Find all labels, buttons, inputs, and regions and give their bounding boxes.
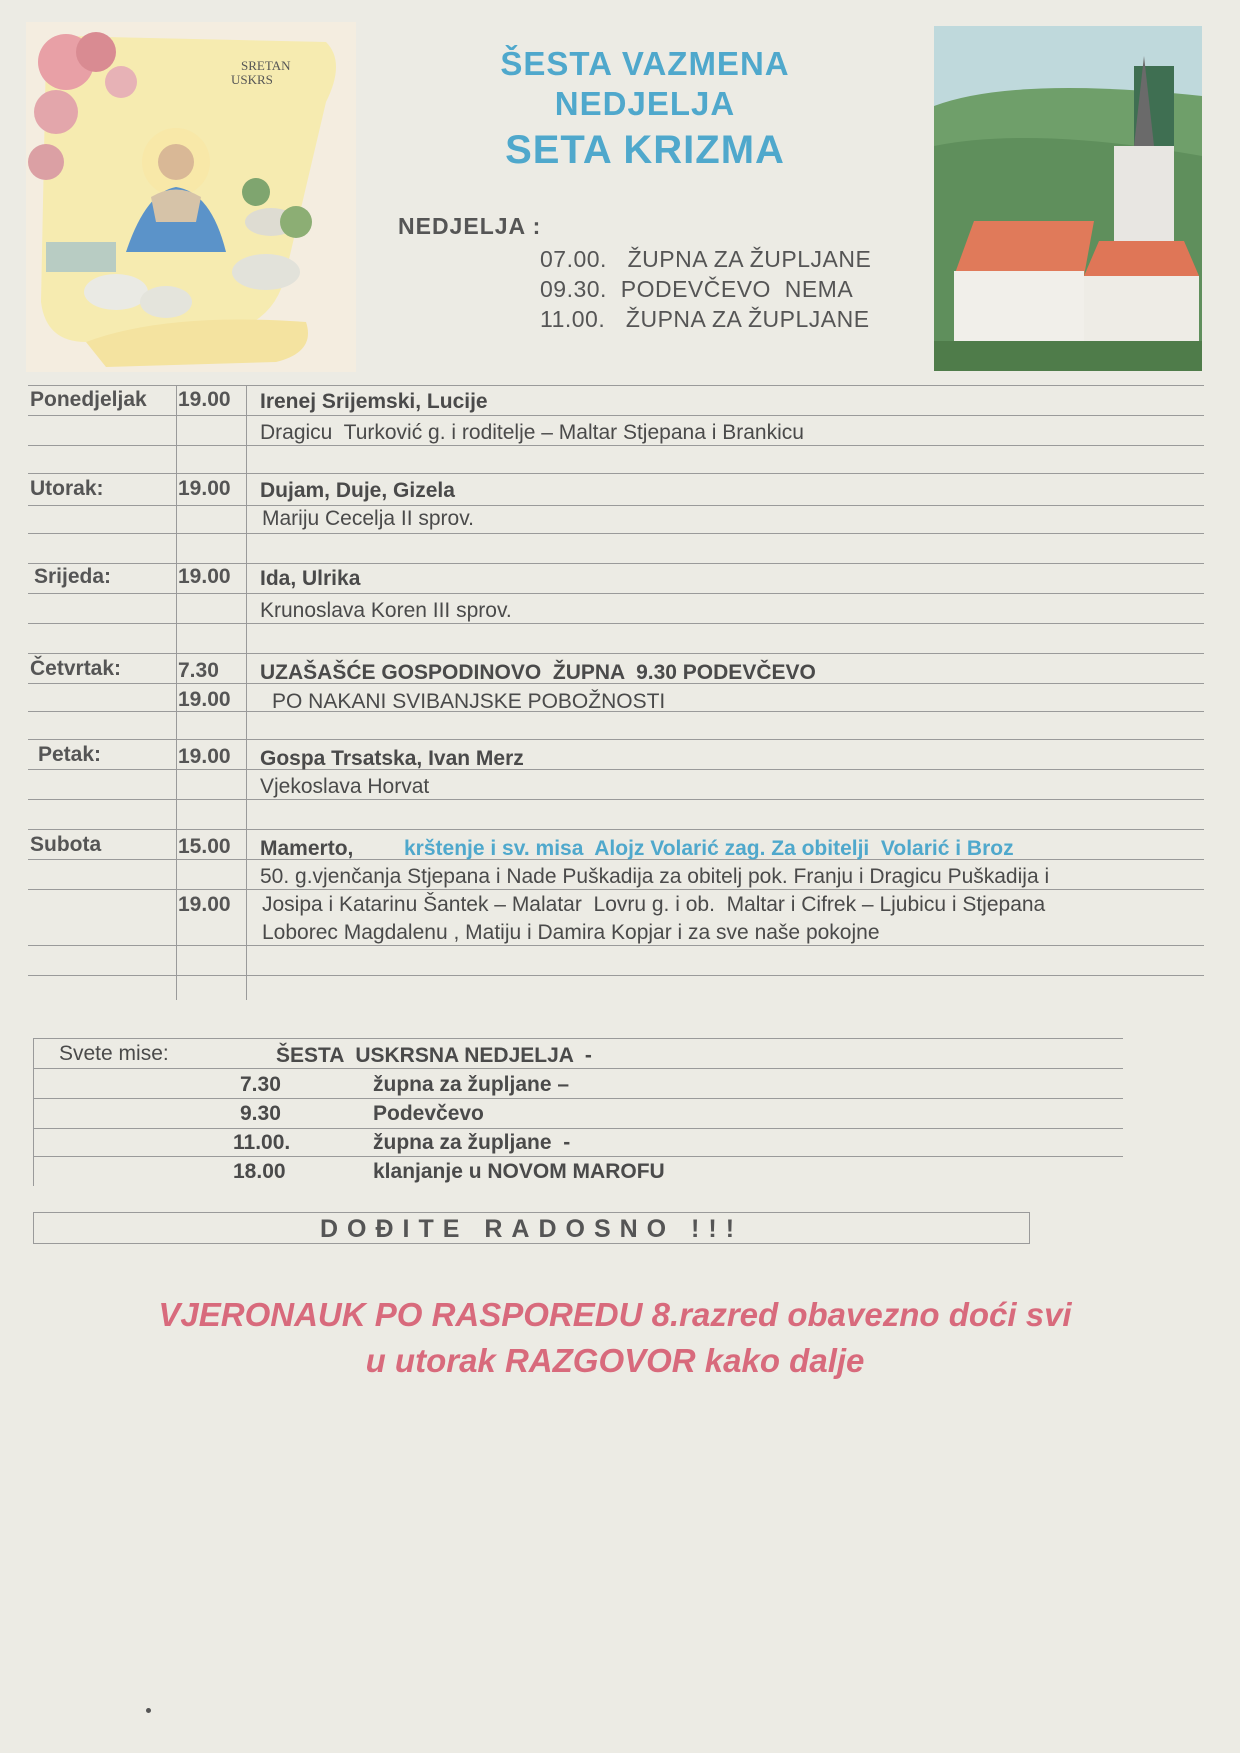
mass-intention: Loborec Magdalenu , Matiju i Damira Kopjar i za sve naše pokojne — [262, 921, 880, 944]
saint-of-day: Gospa Trsatska, Ivan Merz — [260, 747, 524, 770]
sunday-mass-list — [540, 244, 871, 334]
vjeronauk-line-2: u utorak RAZGOVOR kako dalje — [365, 1342, 865, 1379]
mise-time: 9.30 — [240, 1102, 281, 1125]
church-photo — [934, 26, 1202, 371]
saint-of-day: Ida, Ulrika — [260, 567, 361, 590]
mass-time: 19.00 — [178, 688, 231, 711]
sunday-mass-item: 07.00. ŽUPNA ZA ŽUPLJANE — [540, 246, 872, 272]
sunday-label: NEDJELJA : — [398, 213, 542, 239]
saint-of-day: Mamerto, — [260, 837, 354, 860]
day-label: Subota — [30, 833, 102, 856]
mise-text: župna za župljane – — [373, 1073, 570, 1096]
mass-time: 19.00 — [178, 745, 231, 768]
day-label: Srijeda: — [34, 565, 112, 588]
mass-intention: Vjekoslava Horvat — [260, 775, 430, 798]
easter-card-image — [26, 22, 356, 372]
vjeronauk-notice — [60, 1292, 1170, 1384]
sunday-mass-item: 11.00. ŽUPNA ZA ŽUPLJANE — [540, 306, 870, 332]
title-line-3: SETA KRIZMA — [505, 128, 785, 172]
day-label: Ponedjeljak — [30, 388, 147, 411]
mise-heading: ŠESTA USKRSNA NEDJELJA - — [276, 1044, 592, 1067]
day-label: Četvrtak: — [30, 657, 122, 680]
paper-speck — [146, 1708, 151, 1713]
title-line-1: ŠESTA VAZMENA — [500, 45, 790, 82]
mass-intention: Dragicu Turković g. i roditelje – Maltar Stjepana i Brankicu — [260, 421, 804, 444]
mise-time: 11.00. — [233, 1131, 291, 1154]
mass-time: 19.00 — [178, 893, 231, 916]
mass-intention: 50. g.vjenčanja Stjepana i Nade Puškadija za obitelj pok. Franju i Dragicu Puškadija i — [260, 865, 1050, 888]
mise-label: Svete mise: — [59, 1042, 169, 1065]
mass-time: 19.00 — [178, 388, 231, 411]
mise-text: klanjanje u NOVOM MAROFU — [373, 1160, 665, 1183]
mise-text: župna za župljane - — [373, 1131, 571, 1154]
sunday-mass-table — [33, 1038, 1123, 1188]
day-label: Utorak: — [30, 477, 104, 500]
saint-of-day: UZAŠAŠĆE GOSPODINOVO ŽUPNA 9.30 PODEVČEVO — [260, 661, 816, 684]
mise-time: 18.00 — [233, 1160, 286, 1183]
mise-text: Podevčevo — [373, 1102, 484, 1125]
saint-of-day: Dujam, Duje, Gizela — [260, 479, 455, 502]
day-label: Petak: — [38, 743, 102, 766]
mise-time: 7.30 — [240, 1073, 281, 1096]
closing-text: DOĐITE RADOSNO !!! — [319, 1215, 744, 1243]
mass-intention: Krunoslava Koren III sprov. — [260, 599, 512, 622]
mass-time: 19.00 — [178, 477, 231, 500]
baptism-note: krštenje i sv. misa Alojz Volarić zag. Za obitelji Volarić i Broz — [404, 837, 1014, 860]
sretan-text: SRETAN — [241, 58, 291, 73]
mass-intention: PO NAKANI SVIBANJSKE POBOŽNOSTI — [272, 690, 666, 713]
closing-box — [33, 1212, 1030, 1244]
mass-intention: Mariju Cecelja II sprov. — [262, 507, 475, 530]
saint-of-day: Irenej Srijemski, Lucije — [260, 390, 488, 413]
mass-time: 19.00 — [178, 565, 231, 588]
uskrs-text: USKRS — [231, 72, 273, 87]
vjeronauk-line-1: VJERONAUK PO RASPOREDU 8.razred obavezno doći svi — [158, 1296, 1072, 1333]
weekday-schedule-table — [28, 385, 1204, 1010]
bulletin-title — [380, 44, 910, 176]
sunday-mass-item: 09.30. PODEVČEVO NEMA — [540, 276, 854, 302]
mass-intention: Josipa i Katarinu Šantek – Malatar Lovru g. i ob. Maltar i Cifrek – Ljubicu i Stjepana — [262, 893, 1046, 916]
mass-time: 7.30 — [178, 659, 219, 682]
title-line-2: NEDJELJA — [554, 85, 736, 122]
mass-time: 15.00 — [178, 835, 231, 858]
